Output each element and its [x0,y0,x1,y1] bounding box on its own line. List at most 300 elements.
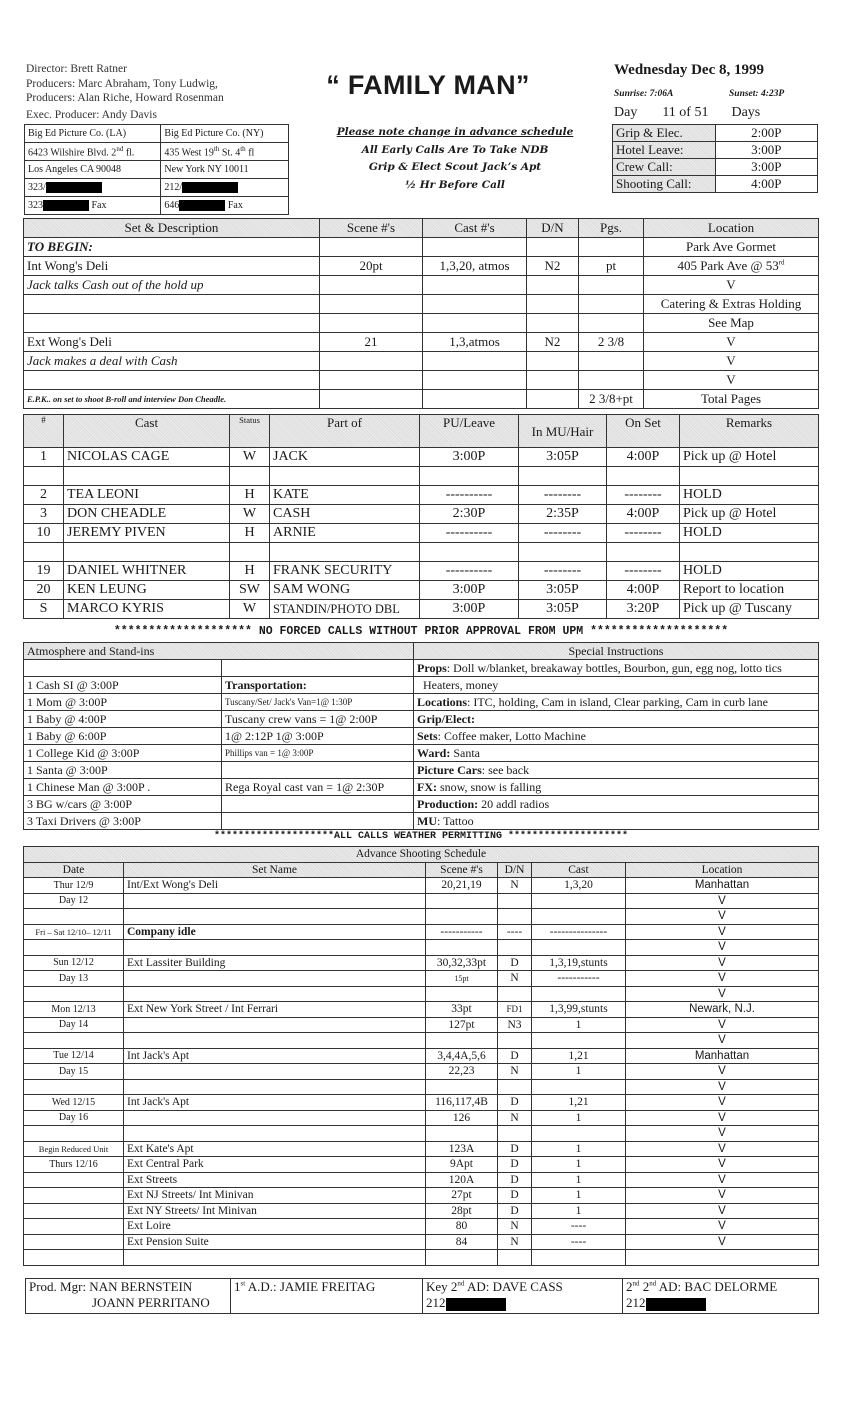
sunset: Sunset: 4:23P [729,89,785,99]
cast-table [23,414,819,619]
pages [579,371,644,390]
col-pickup: PU/Leave [420,415,519,448]
advance-row [24,986,819,1002]
pickup-time [420,467,519,486]
day-night: ---- [498,924,532,940]
scene-numbers: ----------- [426,924,498,940]
day-night [498,1126,532,1142]
schedule-date: Thurs 12/16 [24,1157,124,1173]
day-night [498,1033,532,1049]
cast-row [24,562,819,581]
col-cast-name: Cast [64,415,230,448]
location: V [626,955,819,971]
scene-numbers: 22,23 [426,1064,498,1080]
cast-numbers: 1 [532,1188,626,1204]
company-la-phone [25,179,161,197]
company-la-fax [25,197,161,215]
cast-status: W [230,505,270,524]
pages: 2 3/8 [579,333,644,352]
location: V [626,1234,819,1250]
day-night [527,295,579,314]
on-set-time: 4:00P [607,581,680,600]
location: Catering & Extras Holding [644,295,819,314]
scene-numbers: 120A [426,1172,498,1188]
remarks: HOLD [680,562,819,581]
cast-status [230,467,270,486]
set-name: Ext Pension Suite [124,1234,426,1250]
cast-numbers [532,1126,626,1142]
location: V [626,1017,819,1033]
remarks: Pick up @ Tuscany [680,600,819,619]
character-part: KATE [270,486,420,505]
cast-numbers: 1 [532,1172,626,1188]
advance-row [24,1095,819,1111]
scene-numbers: 84 [426,1234,498,1250]
scene-numbers [320,314,423,333]
scene-numbers [320,295,423,314]
special-instruction [414,813,819,830]
day-night [527,390,579,409]
schedule-date [24,1219,124,1235]
day-night: N [498,1064,532,1080]
advance-row [24,940,819,956]
schedule-date: Thur 12/9 [24,878,124,894]
day-night: N [498,878,532,894]
advance-row [24,1188,819,1204]
cast-numbers: 1,21 [532,1095,626,1111]
key-second-ad: Key 2nd AD: DAVE CASS 212 [423,1279,623,1314]
scene-numbers: 33pt [426,1002,498,1018]
call-row [613,142,818,159]
scene-row [24,371,819,390]
cast-numbers: --------------- [532,924,626,940]
advance-row [24,1157,819,1173]
cast-numbers [423,371,527,390]
location: Manhattan [626,1048,819,1064]
on-set-time: -------- [607,486,680,505]
remarks [680,467,819,486]
day-night: N [498,971,532,987]
contacts-footer [25,1278,819,1314]
atmosphere-row [24,694,819,711]
atmosphere-header-row [24,643,819,660]
on-set-time: -------- [607,562,680,581]
call-label: Hotel Leave: [613,142,716,159]
scene-numbers: 20,21,19 [426,878,498,894]
makeup-time [519,467,607,486]
call-times-table [612,124,818,193]
phone-prefix: 212 [426,1295,446,1310]
location: V [626,1157,819,1173]
first-ad: 1st A.D.: JAMIE FREITAG [231,1279,423,1314]
producers-line-1: Producers: Marc Abraham, Tony Ludwig, [26,77,218,90]
location [626,1250,819,1266]
transportation-entry: Transportation: [222,677,414,694]
set-description [24,314,320,333]
location: V [626,1064,819,1080]
company-ny-name: Big Ed Picture Co. (NY) [161,125,289,143]
day-night [527,371,579,390]
location: V [626,893,819,909]
day-count-line [614,105,760,121]
makeup-time: -------- [519,524,607,543]
makeup-time: 2:35P [519,505,607,524]
day-night: N [498,1234,532,1250]
instruction-text: : ITC, holding, Cam in island, Clear parking, Cam in curb lane [467,694,768,709]
cast-number: 3 [24,505,64,524]
day-night [498,909,532,925]
day-night [527,276,579,295]
cast-status: SW [230,581,270,600]
atmosphere-row [24,677,819,694]
advance-row [24,909,819,925]
set-name: Int Jack's Apt [124,1048,426,1064]
scene-numbers [426,1250,498,1266]
makeup-time: 3:05P [519,448,607,467]
advance-row [24,1002,819,1018]
col-makeup-hair: In MU/Hair [519,415,607,448]
day-night [527,238,579,257]
character-part: STANDIN/PHOTO DBL [270,600,420,619]
cast-name: DON CHEADLE [64,505,230,524]
set-name: Ext NY Streets/ Int Minivan [124,1203,426,1219]
schedule-date: Day 14 [24,1017,124,1033]
pages [579,295,644,314]
location: Park Ave Gormet [644,238,819,257]
location: See Map [644,314,819,333]
remarks: Pick up @ Hotel [680,505,819,524]
scene-numbers: 9Apt [426,1157,498,1173]
cast-numbers: 1,3,99,stunts [532,1002,626,1018]
advance-header-row [24,862,819,878]
instruction-label: Props [417,660,447,675]
shoot-date: Wednesday Dec 8, 1999 [614,62,764,78]
call-label: Shooting Call: [613,176,716,193]
company-ny-fax [161,197,289,215]
location: V [626,1141,819,1157]
cast-row [24,486,819,505]
cast-number: S [24,600,64,619]
scene-numbers: 20pt [320,257,423,276]
cast-row [24,543,819,562]
instruction-text: Heaters, money [417,677,499,692]
phone-prefix: 212 [626,1295,646,1310]
pages [579,238,644,257]
call-row [613,125,818,142]
cast-status: H [230,562,270,581]
schedule-date [24,1033,124,1049]
col-remarks: Remarks [680,415,819,448]
scene-row [24,257,819,276]
special-instruction [414,660,819,677]
cast-row [24,581,819,600]
transportation-entry [222,796,414,813]
scene-numbers: 126 [426,1110,498,1126]
no-forced-calls-notice: ******************** NO FORCED CALLS WITHOUT PRIOR APPROVAL FROM UPM ******************** [113,625,729,638]
advance-row [24,1017,819,1033]
remarks: Report to location [680,581,819,600]
producers-line-2: Producers: Alan Riche, Howard Rosenman [26,92,224,104]
cast-numbers: 1 [532,1017,626,1033]
location: Manhattan [626,878,819,894]
remarks: HOLD [680,524,819,543]
notice-line-1: Please note change in advance schedule [336,126,574,138]
transportation-entry: 1@ 2:12P 1@ 3:00P [222,728,414,745]
scene-numbers: 127pt [426,1017,498,1033]
instruction-text: Santa [450,745,481,760]
schedule-date: Day 13 [24,971,124,987]
schedule-notice [300,124,610,194]
cast-status: H [230,486,270,505]
cast-numbers [532,893,626,909]
production-title: “ FAMILY MAN” [326,70,530,100]
scene-numbers: 3,4,4A,5,6 [426,1048,498,1064]
cast-numbers: 1,3,20 [532,878,626,894]
company-ny-phone [161,179,289,197]
set-name [124,909,426,925]
advance-title-row [24,847,819,863]
cast-name: NICOLAS CAGE [64,448,230,467]
special-instruction [414,745,819,762]
prod-mgr-line-2: JOANN PERRITANO [92,1295,210,1310]
day-night: D [498,1095,532,1111]
set-description [24,371,320,390]
call-label: Grip & Elec. [613,125,716,142]
set-name [124,1079,426,1095]
instruction-label: Ward: [417,745,451,760]
cast-numbers: 1,3,atmos [423,333,527,352]
on-set-time [607,467,680,486]
set-description: Int Wong's Deli [24,257,320,276]
advance-row [24,1250,819,1266]
day-night [498,893,532,909]
cast-numbers: ---- [532,1219,626,1235]
makeup-time: 3:05P [519,581,607,600]
set-name [124,940,426,956]
cast-numbers [532,986,626,1002]
instruction-label: Locations [417,694,468,709]
set-name: Int/Ext Wong's Deli [124,878,426,894]
character-part: CASH [270,505,420,524]
set-name [124,1126,426,1142]
col-day-night: D/N [498,862,532,878]
location: V [626,909,819,925]
scene-numbers [426,909,498,925]
redaction-bar [182,182,238,193]
makeup-time: -------- [519,486,607,505]
instruction-text: : see back [481,762,530,777]
scene-numbers [320,276,423,295]
col-location: Location [644,219,819,238]
schedule-date [24,1250,124,1266]
location: V [644,352,819,371]
day-night: N2 [527,333,579,352]
scene-table [23,218,819,409]
location: V [626,1203,819,1219]
scene-numbers [320,390,423,409]
set-name: Int Jack's Apt [124,1095,426,1111]
cast-numbers: 1,21 [532,1048,626,1064]
set-name [124,1064,426,1080]
cast-numbers: ----------- [532,971,626,987]
cast-name: TEA LEONI [64,486,230,505]
pages [579,276,644,295]
company-la-city: Los Angeles CA 90048 [25,161,161,179]
company-la-name: Big Ed Picture Co. (LA) [25,125,161,143]
scene-numbers: 30,32,33pt [426,955,498,971]
fax-label: Fax [91,199,107,211]
cast-numbers [423,390,527,409]
phone-prefix: 212/ [164,181,183,193]
makeup-time [519,543,607,562]
day-night [527,314,579,333]
cast-row [24,505,819,524]
special-instruction [414,711,819,728]
scene-numbers: 21 [320,333,423,352]
schedule-date [24,1203,124,1219]
col-pages: Pgs. [579,219,644,238]
day-night: D [498,1048,532,1064]
instruction-label: Production: [417,796,479,811]
call-time: 4:00P [715,176,818,193]
character-part: SAM WONG [270,581,420,600]
scene-numbers [320,352,423,371]
schedule-date [24,909,124,925]
scene-row [24,352,819,371]
schedule-date [24,1188,124,1204]
schedule-date [24,1126,124,1142]
fax-prefix: 646 [164,199,180,211]
instruction-text: : Tattoo [437,813,474,828]
set-description: TO BEGIN: [24,238,320,257]
cast-numbers: 1 [532,1141,626,1157]
advance-row [24,1033,819,1049]
weather-notice: ********************ALL CALLS WEATHER PERMITTING ******************** [213,831,629,842]
schedule-date [24,940,124,956]
advance-row [24,1064,819,1080]
advance-row [24,878,819,894]
advance-schedule-title: Advance Shooting Schedule [24,847,819,863]
pickup-time [420,543,519,562]
remarks: HOLD [680,486,819,505]
cast-numbers [423,238,527,257]
notice-line-3: Grip & Elect Scout Jack’s Apt [368,161,542,173]
day-night: D [498,1141,532,1157]
scene-row [24,390,819,409]
cast-numbers [423,314,527,333]
scene-row [24,238,819,257]
col-day-night: D/N [527,219,579,238]
special-instruction [414,779,819,796]
day-night: D [498,1157,532,1173]
cast-numbers: ---- [532,1234,626,1250]
set-description: Ext Wong's Deli [24,333,320,352]
instruction-label: Sets [417,728,438,743]
advance-row [24,1172,819,1188]
schedule-date: Fri – Sat 12/10– 12/11 [24,924,124,940]
atmosphere-entry: 1 College Kid @ 3:00P [24,745,222,762]
scene-numbers: 15pt [426,971,498,987]
location: V [626,940,819,956]
location: V [626,1095,819,1111]
atmosphere-entry: 1 Chinese Man @ 3:00P . [24,779,222,796]
schedule-date: Wed 12/15 [24,1095,124,1111]
character-part: JACK [270,448,420,467]
instruction-label: FX: [417,779,437,794]
day-night [498,1079,532,1095]
makeup-time: -------- [519,562,607,581]
scene-numbers [320,238,423,257]
pages [579,352,644,371]
day-night: D [498,1203,532,1219]
atmosphere-entry: 1 Cash SI @ 3:00P [24,677,222,694]
cast-status [230,543,270,562]
scene-numbers: 27pt [426,1188,498,1204]
cast-number: 19 [24,562,64,581]
makeup-time: 3:05P [519,600,607,619]
atmosphere-entry: 1 Baby @ 6:00P [24,728,222,745]
advance-row [24,1141,819,1157]
atmosphere-row [24,796,819,813]
transportation-entry [222,660,414,677]
location: V [626,924,819,940]
cast-numbers [532,1033,626,1049]
location: Total Pages [644,390,819,409]
phone-prefix: 323/ [28,181,46,193]
cast-number: 1 [24,448,64,467]
set-name: Ext Lassiter Building [124,955,426,971]
atmosphere-row [24,762,819,779]
cast-number [24,543,64,562]
instruction-label: MU [417,813,437,828]
on-set-time: -------- [607,524,680,543]
cast-status: W [230,600,270,619]
advance-row [24,1234,819,1250]
fax-label: Fax [227,199,243,211]
scene-header-row [24,219,819,238]
instruction-label: Picture Cars [417,762,482,777]
atmosphere-instructions-table [23,642,819,830]
schedule-date [24,1172,124,1188]
transportation-entry [222,762,414,779]
schedule-date: Day 12 [24,893,124,909]
cast-numbers [532,909,626,925]
transportation-entry: Phillips van = 1@ 3:00P [222,745,414,762]
cast-number: 10 [24,524,64,543]
director: Director: Brett Ratner [26,63,127,75]
cast-numbers: 1 [532,1157,626,1173]
col-cast-numbers: Cast #'s [423,219,527,238]
scene-numbers [426,1079,498,1095]
set-name: Ext Loire [124,1219,426,1235]
redaction-bar [43,200,89,211]
scene-row [24,295,819,314]
atmosphere-entry: 1 Baby @ 4:00P [24,711,222,728]
cast-status: W [230,448,270,467]
instruction-text: 20 addl radios [478,796,550,811]
location: V [626,1033,819,1049]
scene-numbers [426,1126,498,1142]
special-instruction [414,677,819,694]
set-description: E.P.K.. on set to shoot B-roll and interview Don Cheadle. [24,390,320,409]
location: V [626,1079,819,1095]
location: V [626,971,819,987]
col-location: Location [626,862,819,878]
set-name [124,893,426,909]
character-part: ARNIE [270,524,420,543]
days-label: Days [731,105,761,120]
atmosphere-row [24,728,819,745]
